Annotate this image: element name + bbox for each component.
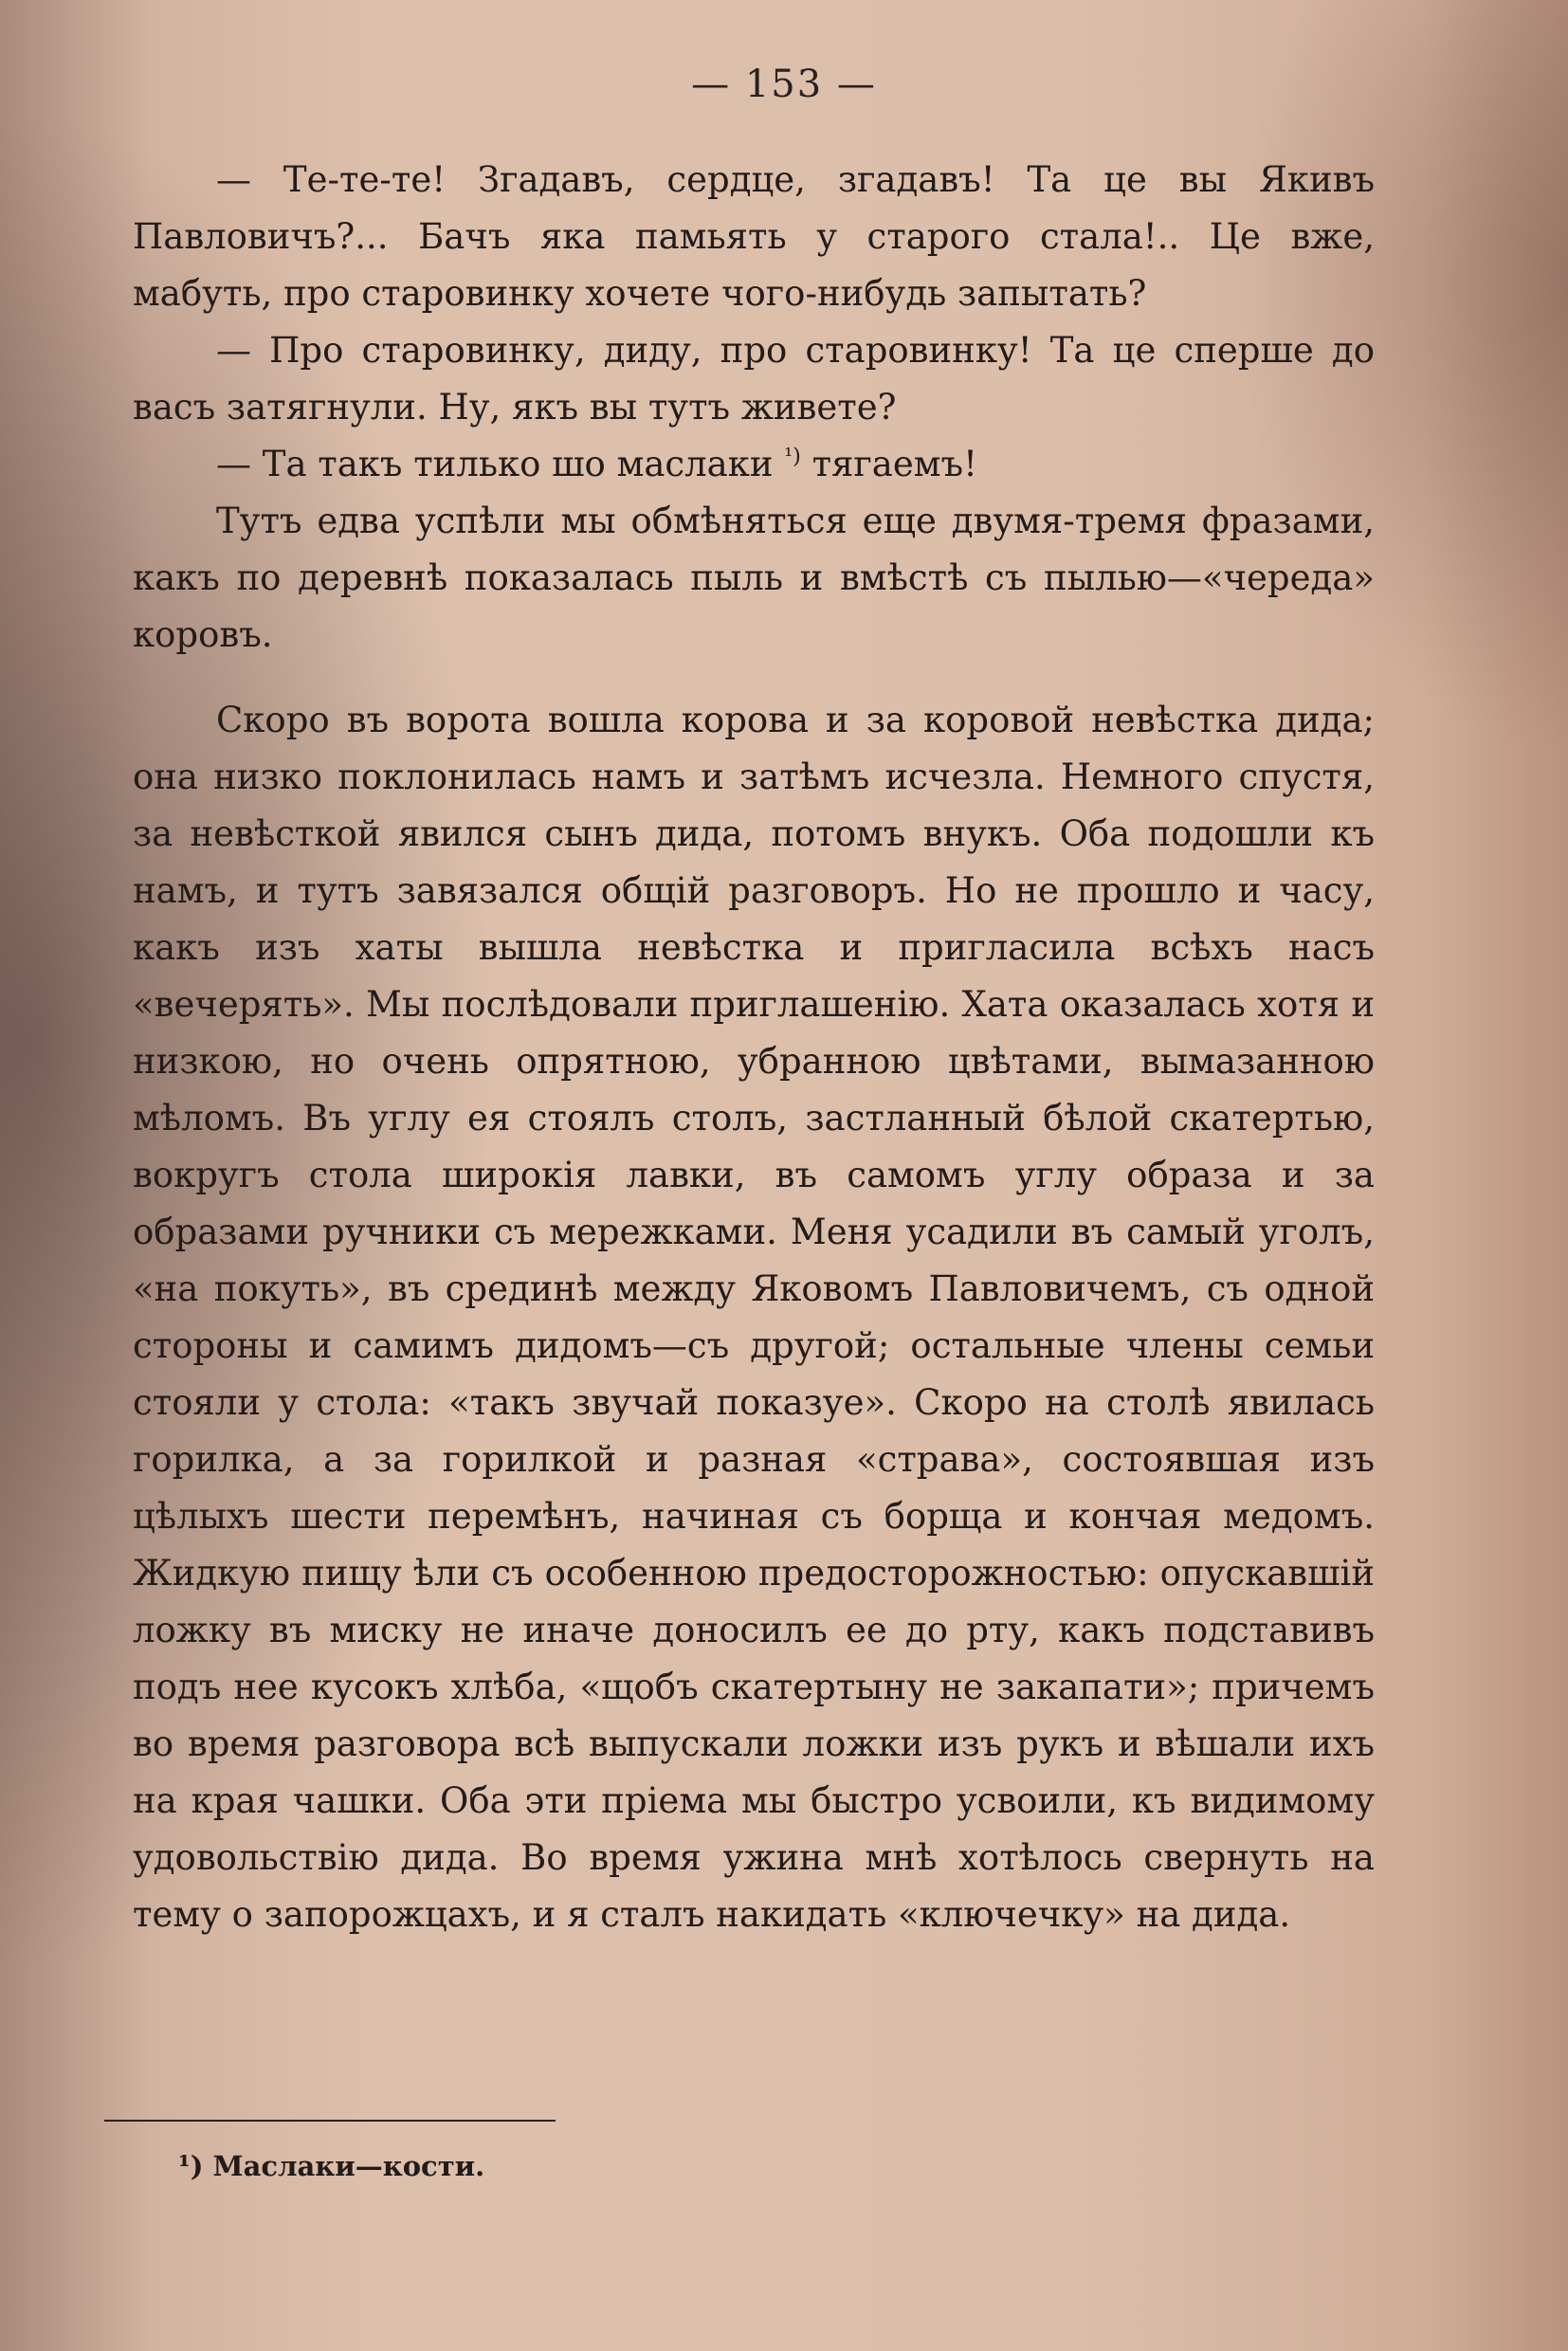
- body-text: [133, 152, 1375, 1943]
- paragraph-3: [133, 436, 1375, 493]
- footnote-divider: [104, 2120, 556, 2122]
- paragraph-2: — Про старовинку, диду, про старовинку! Та це сперше до васъ затягнули. Ну, якъ вы тутъ живете?: [133, 330, 1375, 428]
- page-number: — 153 —: [691, 63, 877, 106]
- paragraph-1: — Те-те-те! Згадавъ, сердце, згадавъ! Та це вы Якивъ Павловичъ?... Бачъ яка памьять у старого стала!.. Це вже, мабуть, про старовинку хочете чого-нибудь запытать?: [133, 159, 1375, 314]
- footnote: ¹) Маслаки—кости.: [178, 2150, 485, 2182]
- paragraph-3-tail: тягаемъ!: [811, 444, 977, 484]
- paragraph-5: Скоро въ ворота вошла корова и за коровой невѣстка дида; она низко поклонилась намъ и затѣмъ исчезла. Немного спустя, за невѣсткой явился сынъ дида, потомъ внукъ. Оба подошли къ намъ, и тутъ завязался общій разговоръ. Но не прошло и часу, какъ изъ хаты вышла невѣстка и пригласила всѣхъ насъ «вечерять». Мы послѣдовали приглашенію. Хата оказалась хотя и низкою, но очень опрятною, убранною цвѣтами, вымазанною мѣломъ. Въ углу ея стоялъ столъ, застланный бѣлой скатертью, вокругъ стола широкія лавки, въ самомъ углу образа и за образами ручники съ мережками. Меня усадили въ самый уголъ, «на покуть», въ срединѣ между Яковомъ Павловичемъ, съ одной стороны и самимъ дидомъ—съ другой; остальные члены семьи стояли у стола: «такъ звучай показуе». Скоро на столѣ явилась горилка, а за горилкой и разная «страва», состоявшая изъ цѣлыхъ шести перемѣнъ, начиная съ борща и кончая медомъ. Жидкую пищу ѣли съ особенною предосторожностью: опускавшій ложку въ миску не иначе доносилъ ее до рту, какъ подставивъ подъ нее кусокъ хлѣба, «щобъ скатертыну не закапати»; причемъ во время разговора всѣ выпускали ложки изъ рукъ и вѣшали ихъ на края чашки. Оба эти пріема мы быстро усвоили, къ видимому удовольствію дида. Во время ужина мнѣ хотѣлось свернуть на тему о запорожцахъ, и я сталъ накидать «ключечку» на дида.: [133, 700, 1375, 1935]
- paragraph-3-text: — Та такъ тилько шо маслаки: [216, 444, 774, 484]
- paragraph-4: Тутъ едва успѣли мы обмѣняться еще двумя-тремя фразами, какъ по деревнѣ показалась пыль и вмѣстѣ съ пылью—«череда» коровъ.: [133, 501, 1375, 655]
- footnote-reference: ¹): [784, 444, 801, 469]
